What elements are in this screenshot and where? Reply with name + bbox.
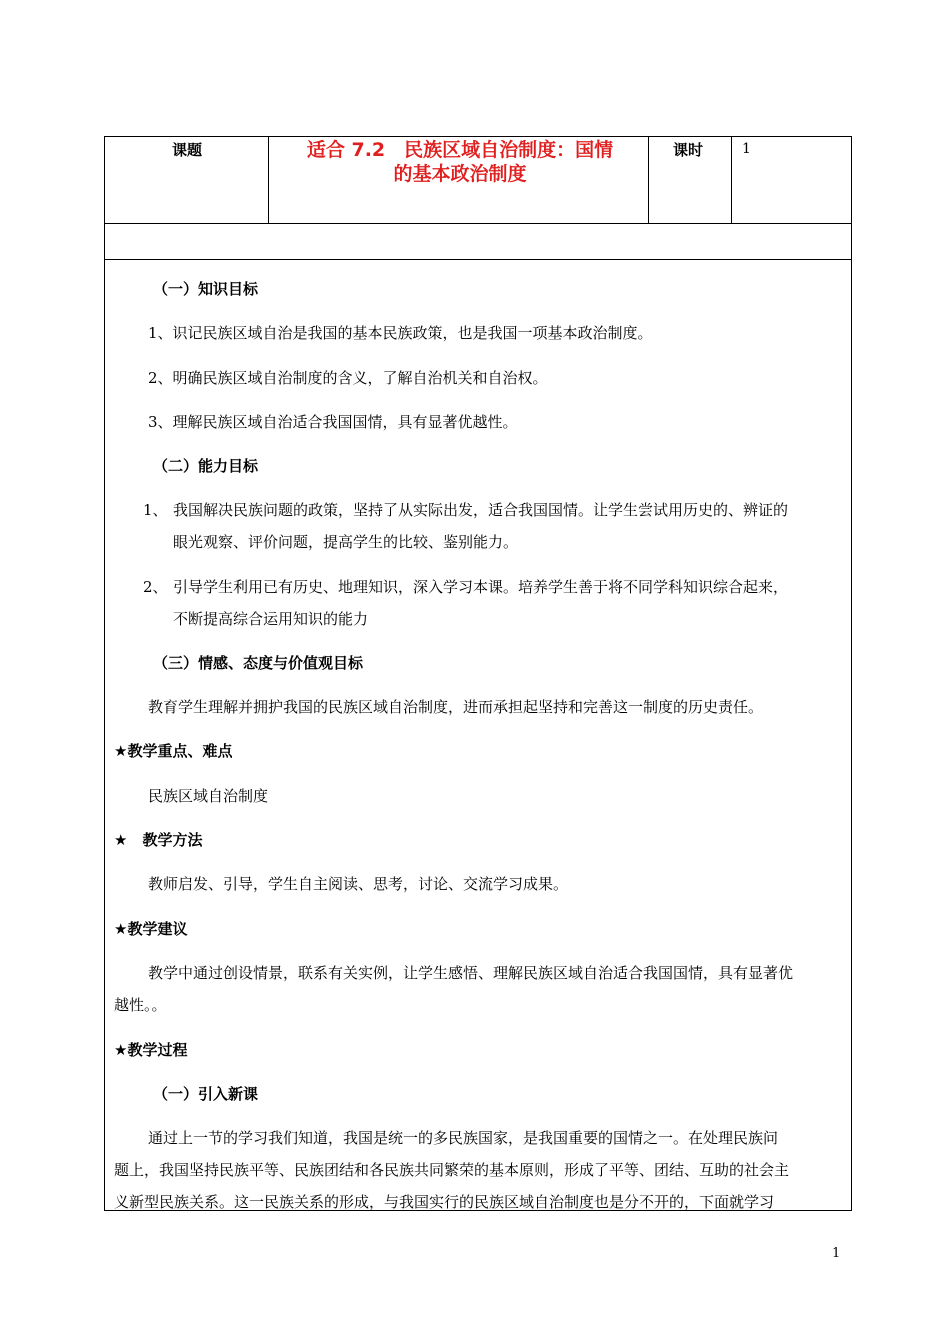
- keypoints-heading: ★教学重点、难点: [114, 742, 233, 760]
- ability-item-number: 2、: [143, 578, 168, 596]
- page-number: 1: [832, 1246, 841, 1261]
- knowledge-item: 3、理解民族区域自治适合我国国情，具有显著优越性。: [148, 413, 518, 431]
- ability-item-line: 眼光观察、评价问题，提高学生的比较、鉴别能力。: [173, 533, 519, 551]
- emotion-text: 教育学生理解并拥护我国的民族区域自治制度，进而承担起坚持和完善这一制度的历史责任。: [148, 698, 764, 716]
- row-divider: [105, 223, 851, 224]
- intro-line: 题上，我国坚持民族平等、民族团结和各民族共同繁荣的基本原则，形成了平等、团结、互助的社会主: [114, 1161, 790, 1179]
- knowledge-item: 1、识记民族区域自治是我国的基本民族政策，也是我国一项基本政治制度。: [148, 324, 653, 342]
- ability-item-line: 我国解决民族问题的政策，坚持了从实际出发，适合我国国情。让学生尝试用历史的、辨证的: [173, 501, 789, 519]
- lesson-plan-table: [104, 136, 852, 1211]
- knowledge-heading: （一）知识目标: [153, 280, 259, 298]
- row-divider: [105, 259, 851, 260]
- process-heading: ★教学过程: [114, 1041, 188, 1059]
- knowledge-item: 2、明确民族区域自治制度的含义，了解自治机关和自治权。: [148, 369, 548, 387]
- suggest-line: 越性。。: [114, 996, 167, 1014]
- ability-heading: （二）能力目标: [153, 457, 259, 475]
- hours-value: 1: [742, 141, 751, 157]
- keypoints-text: 民族区域自治制度: [148, 787, 269, 805]
- suggest-heading: ★教学建议: [114, 920, 188, 938]
- intro-line: 义新型民族关系。这一民族关系的形成，与我国实行的民族区域自治制度也是分不开的，下面就学习: [114, 1193, 775, 1211]
- ability-item-line: 引导学生利用已有历史、地理知识，深入学习本课。培养学生善于将不同学科知识综合起来，: [173, 578, 789, 596]
- column-divider: [731, 137, 732, 223]
- column-divider: [648, 137, 649, 223]
- lesson-title: [275, 138, 645, 186]
- lesson-title-line2: 的基本政治制度: [393, 163, 527, 185]
- ability-item-number: 1、: [143, 501, 168, 519]
- suggest-line: 教学中通过创设情景，联系有关实例，让学生感悟、理解民族区域自治适合我国国情，具有显著优: [148, 964, 794, 982]
- intro-line: 通过上一节的学习我们知道，我国是统一的多民族国家，是我国重要的国情之一。在处理民族问: [148, 1129, 779, 1147]
- column-divider: [268, 137, 269, 223]
- intro-heading: （一）引入新课: [153, 1085, 259, 1103]
- ability-item-line: 不断提高综合运用知识的能力: [173, 610, 369, 628]
- hours-label: 课时: [673, 141, 704, 159]
- method-text: 教师启发、引导，学生自主阅读、思考，讨论、交流学习成果。: [148, 875, 569, 893]
- lesson-title-line1: 适合 7.2 民族区域自治制度：国情: [306, 139, 614, 161]
- emotion-heading: （三）情感、态度与价值观目标: [153, 654, 364, 672]
- topic-label: 课题: [172, 141, 203, 159]
- method-heading: ★ 教学方法: [114, 831, 203, 849]
